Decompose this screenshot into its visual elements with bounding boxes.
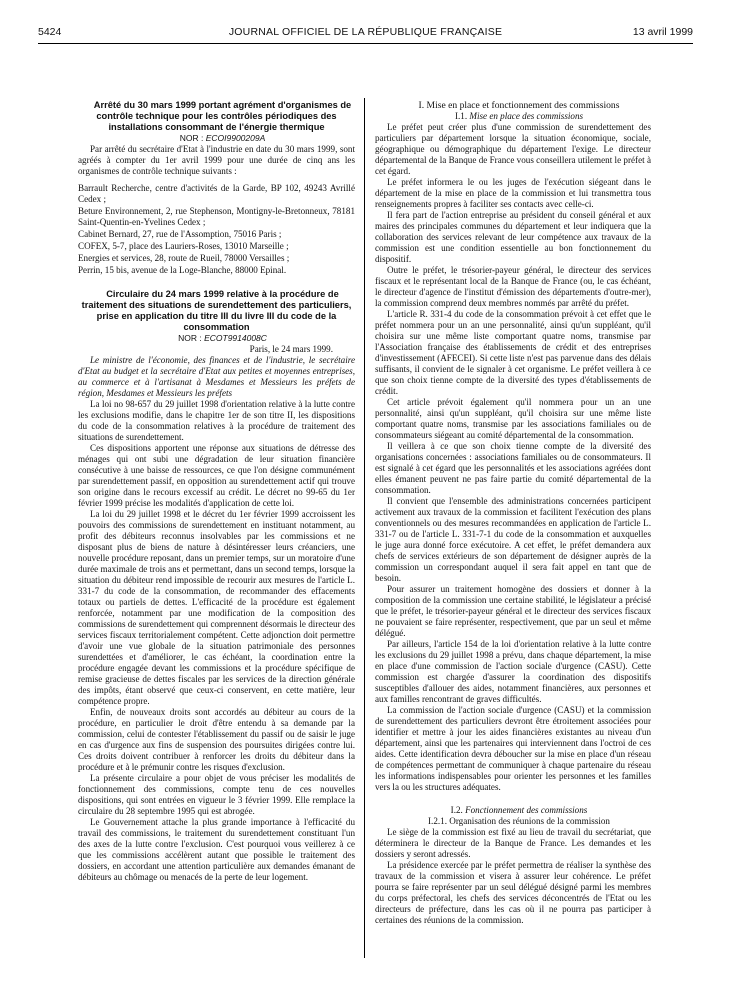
nor-code: ECOI9900209A xyxy=(205,133,266,143)
body-paragraph: Ces dispositions apportent une réponse aux situations de détresse des ménages qui ont subi une dégradation de leur situation financière consécutive à une baisse de ressources, ce que l'on désigne communément par surendettement passif, en opposition au surendettement actif qui trouve son origine dans le recours excessif au crédit. Le décret no 99-65 du 1er février 1999 précise les modalités d'application de cette loi. xyxy=(78,443,355,508)
body-paragraph: La présente circulaire a pour objet de vous préciser les modalités de fonctionnement des commissions, compte tenu de ces nouvelles dispositions, qui sont entrées en vigueur le 3 février 1999. Elle remplace la circulaire du 28 septembre 1995 qui est abrogée. xyxy=(78,773,355,816)
body-paragraph: La loi no 98-657 du 29 juillet 1998 d'orientation relative à la lutte contre les exclusions modifie, dans le chapitre 1er de son titre II, les dispositions du code de la consommation relatives à la procédure de traitement des situations de surendettement. xyxy=(78,399,355,442)
body-paragraph: Le Gouvernement attache la plus grande importance à l'efficacité du travail des commissions, le traitement du surendettement constituant l'un des axes de la lutte contre l'exclusion. C'est pourquoi vous veillerez à ce que les commissions accélèrent autant que possible le traitement des dossiers, en accordant une attention particulière aux demandes émanant de débiteurs au chômage ou menacés de la perte de leur logement. xyxy=(78,817,355,882)
body-paragraph: Le siège de la commission est fixé au lieu de travail du secrétariat, que déterminera le directeur de la Banque de France. Les demandes et les dossiers y seront adressés. xyxy=(375,827,651,859)
org-item: Barrault Recherche, centre d'activités de la Garde, BP 102, 49243 Avrillé Cedex ; xyxy=(78,183,355,204)
subsection-label: Fonctionnement des commissions xyxy=(465,805,588,815)
page-header xyxy=(38,26,693,42)
issue-date: 13 avril 1999 xyxy=(632,26,693,38)
body-paragraph: La loi du 29 juillet 1998 et le décret du 1er février 1999 accroissent les pouvoirs des commissions de surendettement en instituant notamment, au profit des débiteurs reconnus insolvables par les commissions et ne disposant plus de biens de nature à désintéresser leurs créanciers, une nouvelle procédure reposant, dans un premier temps, sur un moratoire d'une durée maximale de trois ans et permettant, dans un second temps, lorsque la situation du débiteur rend impossible de recourir aux mesures de l'article L. 331-7 du code de la consommation, de recommander des effacements totaux ou partiels de dettes. L'efficacité de la procédure est également renforcée, notamment par une modification de la composition des commissions de surendettement qui comprennent désormais le directeur des services fiscaux territorialement compétent. Cette adjonction doit permettre d'avoir une vue globale de la situation patrimoniale des personnes surendettées et d'améliorer, le cas échéant, la coordination entre la procédure engagée devant les commissions et la procédure spécifique de remise gracieuse de dettes fiscales par les services de la direction générale des impôts, étant observé que ceux-ci conservent, en cette matière, leur compétence propre. xyxy=(78,509,355,706)
body-paragraph: La présidence exercée par le préfet permettra de réaliser la synthèse des travaux de la commission et visera à assurer leur cohérence. Le préfet pourra se faire représenter par un seul délégué désigné parmi les membres du corps préfectoral, les chefs des services déconcentrés de l'Etat ou les directeurs de préfecture, dans les cas où il ne pourra pas participer à certaines des réunions de la commission. xyxy=(375,860,651,925)
org-item: Energies et services, 28, route de Rueil, 78000 Versailles ; xyxy=(78,253,290,263)
body-paragraph: Outre le préfet, le trésorier-payeur général, le directeur des services fiscaux et le représentant local de la Banque de France (ou, le cas échéant, le directeur d'agence de l'institut d'émission des départements d'outre-mer), la commission comprend deux membres nommés par arrêté du préfet. xyxy=(375,265,651,308)
right-column xyxy=(375,100,651,926)
subsection-label: Mise en place des commissions xyxy=(469,111,584,121)
subsection-number: I.2. xyxy=(450,805,463,815)
body-paragraph: La commission de l'action sociale d'urgence (CASU) et la commission de surendettement des particuliers devront être étroitement associées pour identifier et mettre à jour les aides financières existantes au niveau d'un département, ainsi que les partenaires qui interviennent dans l'octroi de ces aides. Cette identification devra déboucher sur la mise en place d'un réseau de compétences permettant de communiquer à chaque partenaire du réseau les informations indispensables pour orienter les personnes et les familles vers la ou les structures adéquates. xyxy=(375,705,651,792)
body-paragraph: Il veillera à ce que son choix tienne compte de la diversité des organisations concernées : associations familiales ou de consommateurs. Il est signalé à cet égard que les personnalités et les associations agréées dont elles émanent peuvent ne pas faire partie du comité départemental de la consommation. xyxy=(375,441,651,495)
left-column xyxy=(78,100,355,883)
body-paragraph: Il convient que l'ensemble des administrations concernées participent activement aux travaux de la commission et facilitent l'exécution des plans conventionnels ou des mesures recommandées en application de l'article L. 331-7 ou de l'article L. 331-7-1 du code de la consommation et auxquelles le juge aura donné force exécutoire. A cet effet, le préfet demandera aux chefs de services extérieurs de son département de désigner auprès de la commission un correspondant auquel il sera fait appel en tant que de besoin. xyxy=(375,496,651,583)
nor-label: NOR : xyxy=(178,333,202,343)
subsubsection-title: I.2.1. Organisation des réunions de la commission xyxy=(428,816,610,826)
org-item: Cabinet Bernard, 27, rue de l'Assomption, 75016 Paris ; xyxy=(78,229,282,239)
page-number: 5424 xyxy=(38,26,62,38)
org-item: Perrin, 15 bis, avenue de la Loge-Blanche, 88000 Epinal. xyxy=(78,265,287,275)
circulaire-recipients: Le ministre de l'économie, des finances et de l'industrie, le secrétaire d'Etat au budget et la secrétaire d'Etat aux petites et moyennes entreprises, au commerce et à l'artisanat à Mesdames et Messieurs les préfets de région, Mesdames et Messieurs les préfets xyxy=(78,355,355,398)
journal-title: JOURNAL OFFICIEL DE LA RÉPUBLIQUE FRANÇAISE xyxy=(228,26,503,38)
circulaire-title: Circulaire du 24 mars 1999 relative à la procédure de traitement des situations de surendettement des particuliers, prise en application du titre III du livre III du code de la consommation xyxy=(81,289,352,332)
header-rule xyxy=(38,43,693,44)
circulaire-date: Paris, le 24 mars 1999. xyxy=(249,344,333,354)
arrete-intro: Par arrêté du secrétaire d'Etat à l'industrie en date du 30 mars 1999, sont agréés à compter du 1er avril 1999 pour une durée de cinq ans les organismes de contrôle technique suivants : xyxy=(78,144,355,176)
org-item: COFEX, 5-7, place des Lauriers-Roses, 13010 Marseille ; xyxy=(78,241,289,251)
nor-label: NOR : xyxy=(179,133,204,143)
body-paragraph: Cet article prévoit également qu'il nommera pour un an une personnalité, ainsi qu'un suppléant, qu'il choisira sur une même liste comportant quatre noms, transmise par les associations familiales ou de consommateurs siégeant au comité départemental de la consommation. xyxy=(375,397,651,440)
subsection-number: I.1. xyxy=(454,111,468,121)
body-paragraph: L'article R. 331-4 du code de la consommation prévoit à cet effet que le préfet nommera pour un an une personnalité, ainsi qu'un suppléant, qu'il choisira sur une même liste comportant quatre noms, transmise par l'Association française des établissements de crédit et des entreprises d'investissement (AFECEI). Si cette liste n'est pas parvenue dans des délais suffisants, il convient de le signaler à cet organisme. Le préfet veillera à ce que son choix tienne compte de la diversité des types d'établissements de crédit. xyxy=(375,309,651,396)
subsection-title xyxy=(375,805,651,816)
body-paragraph: Le préfet informera le ou les juges de l'exécution siégeant dans le département de la mise en place de la commission et lui transmettra tous renseignements propres à faciliter ses contacts avec celle-ci. xyxy=(375,177,651,209)
body-paragraph: Pour assurer un traitement homogène des dossiers et donner à la composition de la commission une certaine stabilité, le législateur a précisé que le préfet, le trésorier-payeur général et le directeur des services fiscaux ne pouvaient se faire représenter, respectivement, que par un seul et même délégué. xyxy=(375,584,651,638)
org-item: Beture Environnement, 2, rue Stephenson, Montigny-le-Bretonneux, 78181 Saint-Quentin-en-Yvelines Cedex ; xyxy=(78,206,355,227)
subsection-title xyxy=(375,111,651,122)
arrete-nor xyxy=(78,133,355,144)
section-title: I. Mise en place et fonctionnement des commissions xyxy=(418,100,620,111)
body-paragraph: Enfin, de nouveaux droits sont accordés au débiteur au cours de la procédure, en particulier le droit d'être entendu à sa demande par la commission, celui de contester l'établissement du passif ou de saisir le juge en cas d'urgence aux fins de suspension des poursuites dirigées contre lui. Ces droits doivent contribuer à renforcer les droits du débiteur dans la procédure et à le prémunir contre les risques d'exclusion. xyxy=(78,707,355,772)
arrete-title: Arrêté du 30 mars 1999 portant agrément d'organismes de contrôle technique pour les contrôles périodiques des installations consommant de l'énergie thermique xyxy=(93,100,352,132)
nor-code: ECOT9914008C xyxy=(204,333,267,343)
column-divider xyxy=(364,98,365,958)
body-paragraph: Il fera part de l'action entreprise au président du conseil général et aux maires des principales communes du département et leur indiquera que la collaboration des services relevant de leur compétence aux travaux de la commission est une condition essentielle au bon fonctionnement du dispositif. xyxy=(375,210,651,264)
body-paragraph: Le préfet peut créer plus d'une commission de surendettement des particuliers par département lorsque la situation économique, sociale, géographique ou démographique du département l'exige. Le directeur départemental de la Banque de France vous conseillera utilement le préfet à cet égard. xyxy=(375,122,651,176)
circulaire-nor xyxy=(78,333,355,344)
body-paragraph: Par ailleurs, l'article 154 de la loi d'orientation relative à la lutte contre les exclusions du 29 juillet 1998 a prévu, dans chaque département, la mise en place d'une commission de l'action sociale d'urgence (CASU). Cette commission est chargée d'assurer la coordination des dispositifs susceptibles d'allouer des aides, notamment financières, aux personnes et aux familles rencontrant de graves difficultés. xyxy=(375,639,651,704)
